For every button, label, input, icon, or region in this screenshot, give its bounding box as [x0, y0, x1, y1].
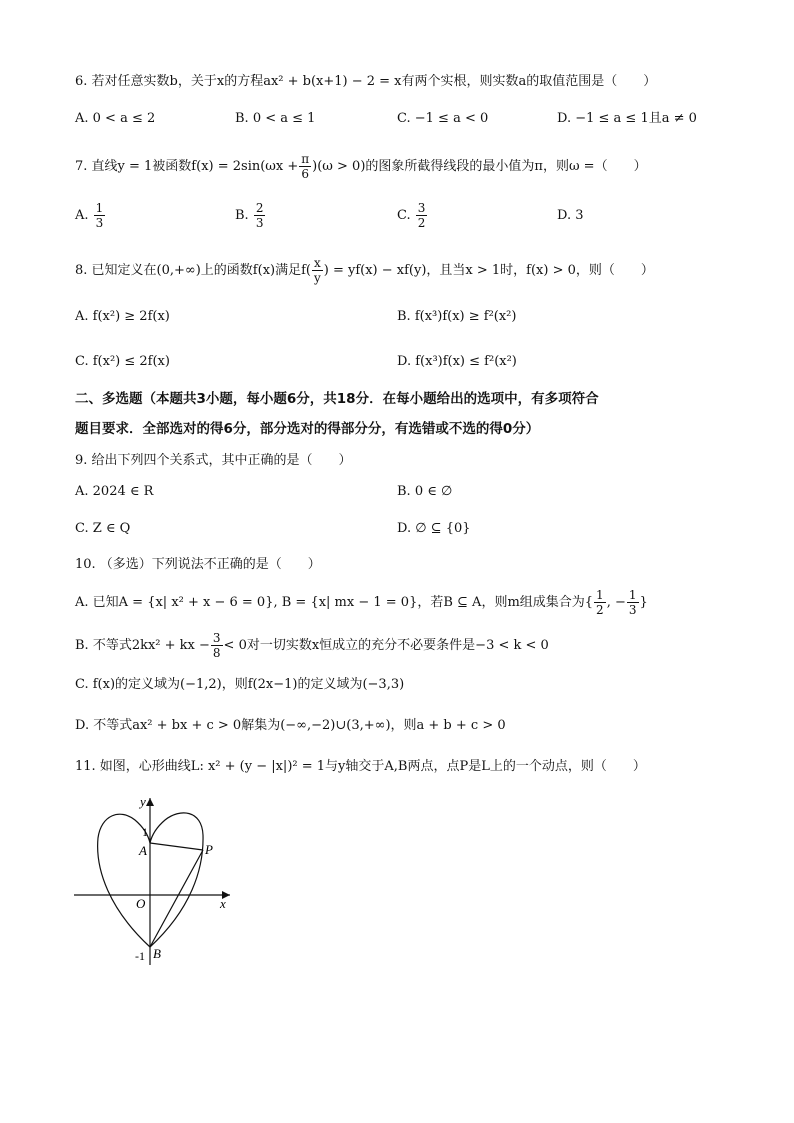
segment-bp — [150, 850, 203, 947]
q7-a-num: 1 — [95, 201, 104, 215]
q6-option-a: A. 0 < a ≤ 2 — [75, 111, 156, 126]
q7-stem-frac-den: 6 — [301, 167, 310, 181]
q8-stem-post: ) = yf(x) − xf(y)，且当x > 1时，f(x) > 0，则（ ） — [323, 263, 654, 278]
q10-a-frac2-den: 3 — [628, 603, 637, 617]
q10-a-frac1-num: 1 — [596, 588, 604, 602]
q10-b-post: < 0对一切实数x恒成立的充分不必要条件是−3 < k < 0 — [223, 638, 549, 653]
q11-stem: 11. 如图，心形曲线L: x² + (y − |x|)² = 1与y轴交于A,B两点，点P是L上的一个动点，则（ ） — [75, 759, 646, 774]
q7-a-den: 3 — [95, 216, 104, 230]
q8-stem-frac-den: y — [313, 271, 321, 285]
q8-option-d: D. f(x³)f(x) ≤ f²(x²) — [397, 354, 517, 369]
origin-label: O — [136, 896, 146, 911]
q7-option-a — [75, 200, 106, 232]
q10-option-c: C. f(x)的定义域为(−1,2)，则f(2x−1)的定义域为(−3,3) — [75, 677, 405, 692]
q10-option-a — [75, 588, 648, 618]
q8-stem-fraction — [312, 256, 323, 285]
q9-option-d: D. ∅ ⊆ {0} — [397, 521, 471, 536]
section-heading-line1: 二、多选题（本题共3小题，每小题6分，共18分．在每小题给出的选项中，有多项符合 — [75, 391, 599, 407]
heart-curve-svg — [70, 790, 240, 970]
q6-option-b: B. 0 < a ≤ 1 — [235, 111, 316, 126]
q10-b-frac-num: 3 — [212, 631, 221, 645]
q6-stem: 6. 若对任意实数b，关于x的方程ax² + b(x+1) − 2 = x有两个实根，则实数a的取值范围是（ ） — [75, 74, 657, 89]
q8-option-b: B. f(x³)f(x) ≥ f²(x²) — [397, 309, 517, 324]
q10-a-frac2 — [627, 588, 639, 617]
q7-option-c-fraction — [416, 201, 428, 230]
q7-stem-post: )(ω > 0)的图象所截得线段的最小值为π，则ω =（ ） — [312, 159, 647, 174]
q7-option-c — [397, 200, 428, 232]
q9-option-c: C. Z ∈ Q — [75, 521, 131, 536]
q7-option-a-label: A. — [75, 208, 89, 223]
q9-option-a: A. 2024 ∈ R — [75, 484, 154, 499]
q10-b-pre: B. 不等式2kx² + kx − — [75, 638, 210, 653]
y-axis-arrow — [146, 798, 154, 806]
q7-option-b-label: B. — [235, 208, 249, 223]
q9-option-b: B. 0 ∈ ∅ — [397, 484, 453, 499]
q8-option-a: A. f(x²) ≥ 2f(x) — [75, 309, 170, 324]
q7-c-num: 3 — [417, 201, 426, 215]
tick-neg1-label: -1 — [135, 949, 145, 963]
q10-b-frac — [211, 631, 223, 660]
q7-option-c-label: C. — [397, 208, 411, 223]
q10-option-b — [75, 631, 549, 661]
heart-curve-figure — [70, 790, 240, 970]
q8-stem — [75, 256, 654, 285]
q7-option-d: D. 3 — [557, 208, 584, 223]
q7-stem-pre: 7. 直线y = 1被函数f(x) = 2sin(ωx + — [75, 159, 299, 174]
q9-stem: 9. 给出下列四个关系式，其中正确的是（ ） — [75, 453, 352, 468]
q7-option-a-fraction — [94, 201, 106, 230]
q7-b-num: 2 — [255, 201, 264, 215]
q7-stem-fraction — [299, 152, 311, 181]
q10-a-frac1-den: 2 — [596, 603, 604, 617]
axis-y-label: y — [140, 794, 146, 809]
q10-a-frac1 — [594, 588, 606, 617]
q10-stem: 10. （多选）下列说法不正确的是（ ） — [75, 557, 321, 572]
segment-ap — [150, 843, 203, 850]
q10-b-frac-den: 8 — [212, 646, 221, 660]
q8-stem-pre: 8. 已知定义在(0,+∞)上的函数f(x)满足f( — [75, 263, 311, 278]
q7-stem — [75, 152, 647, 181]
tick-1-label: 1 — [142, 825, 148, 839]
q7-stem-frac-num: π — [301, 152, 310, 166]
q7-option-b-fraction — [254, 201, 266, 230]
axis-x-label: x — [220, 896, 226, 911]
q8-stem-frac-num: x — [313, 256, 321, 270]
q7-c-den: 2 — [417, 216, 426, 230]
q10-a-frac2-num: 1 — [628, 588, 637, 602]
q7-option-b — [235, 200, 266, 232]
q10-a-pre: A. 已知A = {x| x² + x − 6 = 0}, B = {x| mx − 1 = 0}，若B ⊆ A，则m组成集合为{ — [75, 595, 594, 610]
q10-a-mid: , − — [606, 595, 626, 610]
q10-option-d: D. 不等式ax² + bx + c > 0解集为(−∞,−2)∪(3,+∞)，则a + b + c > 0 — [75, 718, 506, 733]
point-b-label: B — [153, 946, 161, 961]
point-p-label: P — [205, 842, 213, 857]
section-heading-line2: 题目要求．全部选对的得6分，部分选对的得部分分，有选错或不选的得0分） — [75, 421, 540, 437]
q7-b-den: 3 — [255, 216, 264, 230]
q10-a-post: } — [639, 595, 648, 610]
q6-option-c: C. −1 ≤ a < 0 — [397, 111, 489, 126]
q6-option-d: D. −1 ≤ a ≤ 1且a ≠ 0 — [557, 111, 697, 126]
point-a-label: A — [139, 843, 147, 858]
q8-option-c: C. f(x²) ≤ 2f(x) — [75, 354, 170, 369]
